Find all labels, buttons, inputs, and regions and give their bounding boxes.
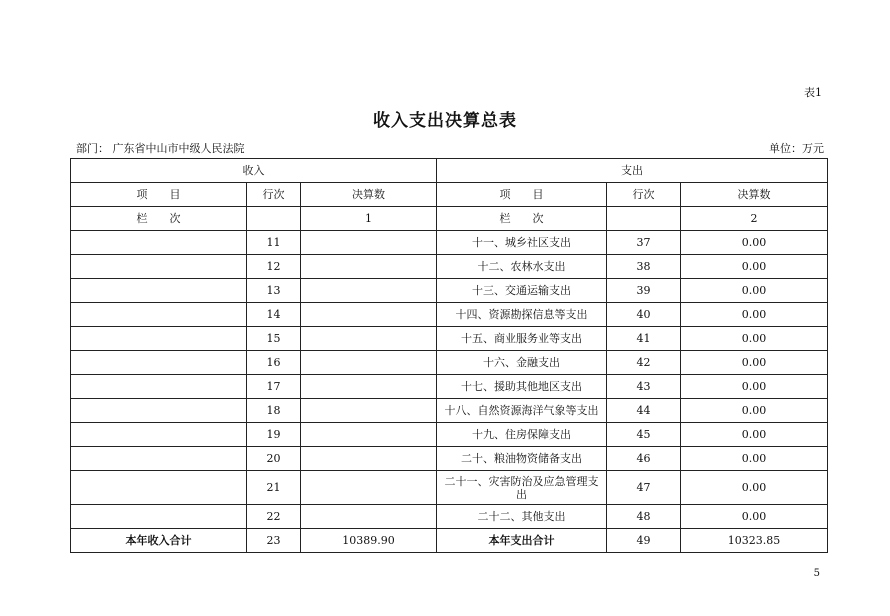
expense-amount-cell: 0.00 <box>681 303 828 327</box>
income-rowno-header: 行次 <box>247 183 301 207</box>
expense-item-cell: 二十、粮油物资储备支出 <box>437 447 607 471</box>
column-header-row <box>71 183 828 207</box>
unit-label: 单位：万元 <box>769 142 824 155</box>
expense-item-header: 项 目 <box>437 183 607 207</box>
income-rowno-cell: 12 <box>247 255 301 279</box>
income-amount-cell <box>301 505 437 529</box>
expense-item-cell: 二十二、其他支出 <box>437 505 607 529</box>
expense-rowno-cell: 45 <box>607 423 681 447</box>
expense-rowno-cell: 43 <box>607 375 681 399</box>
expense-amount-cell: 0.00 <box>681 447 828 471</box>
income-item-cell <box>71 255 247 279</box>
table-row <box>71 447 828 471</box>
table-row <box>71 231 828 255</box>
income-amount-cell <box>301 471 437 505</box>
expense-rowno-cell: 37 <box>607 231 681 255</box>
section-header-row <box>71 159 828 183</box>
income-rowno-cell: 18 <box>247 399 301 423</box>
column-number-row <box>71 207 828 231</box>
income-amount-cell <box>301 303 437 327</box>
expense-rowno-cell: 48 <box>607 505 681 529</box>
income-amount-cell <box>301 447 437 471</box>
expense-item-cell: 十二、农林水支出 <box>437 255 607 279</box>
table-row <box>71 399 828 423</box>
expense-rowno-cell: 38 <box>607 255 681 279</box>
income-total-label: 本年收入合计 <box>71 529 247 553</box>
expense-rowno-cell: 44 <box>607 399 681 423</box>
expense-amount-cell: 0.00 <box>681 351 828 375</box>
table-row <box>71 351 828 375</box>
expense-rowno-cell: 47 <box>607 471 681 505</box>
expense-amount-cell: 0.00 <box>681 375 828 399</box>
income-amount-cell <box>301 231 437 255</box>
income-total-rowno: 23 <box>247 529 301 553</box>
expense-item-cell: 十九、住房保障支出 <box>437 423 607 447</box>
expense-rowno-cell: 40 <box>607 303 681 327</box>
expense-rowno-cell: 39 <box>607 279 681 303</box>
table-row <box>71 303 828 327</box>
income-total-amount: 10389.90 <box>301 529 437 553</box>
income-rowno-cell: 11 <box>247 231 301 255</box>
income-rowno-cell: 16 <box>247 351 301 375</box>
expense-item-cell: 十七、援助其他地区支出 <box>437 375 607 399</box>
income-item-cell <box>71 303 247 327</box>
income-amount-cell <box>301 375 437 399</box>
income-amount-cell <box>301 399 437 423</box>
expense-column-number: 2 <box>681 207 828 231</box>
table-row <box>71 255 828 279</box>
income-item-cell <box>71 505 247 529</box>
budget-summary-table <box>70 158 828 553</box>
income-rowno-cell: 17 <box>247 375 301 399</box>
expense-amount-cell: 0.00 <box>681 505 828 529</box>
income-column-number: 1 <box>301 207 437 231</box>
table-row <box>71 327 828 351</box>
income-amount-cell <box>301 279 437 303</box>
expense-rowno-cell: 46 <box>607 447 681 471</box>
expense-rowno-header: 行次 <box>607 183 681 207</box>
income-item-cell <box>71 399 247 423</box>
income-amount-cell <box>301 255 437 279</box>
income-column-empty <box>247 207 301 231</box>
expense-item-cell: 十六、金融支出 <box>437 351 607 375</box>
table-row <box>71 423 828 447</box>
table-row <box>71 375 828 399</box>
income-item-cell <box>71 447 247 471</box>
income-column-label: 栏 次 <box>71 207 247 231</box>
income-amount-cell <box>301 327 437 351</box>
expense-column-label: 栏 次 <box>437 207 607 231</box>
expense-item-cell: 十三、交通运输支出 <box>437 279 607 303</box>
expense-item-cell: 十四、资源勘探信息等支出 <box>437 303 607 327</box>
table-row <box>71 471 828 505</box>
income-rowno-cell: 22 <box>247 505 301 529</box>
expense-amount-cell: 0.00 <box>681 279 828 303</box>
expense-amount-cell: 0.00 <box>681 255 828 279</box>
income-rowno-cell: 15 <box>247 327 301 351</box>
income-rowno-cell: 21 <box>247 471 301 505</box>
expense-amount-cell: 0.00 <box>681 231 828 255</box>
expense-amount-header: 决算数 <box>681 183 828 207</box>
income-amount-cell <box>301 351 437 375</box>
department-label: 部门： 广东省中山市中级人民法院 <box>76 142 245 155</box>
income-rowno-cell: 13 <box>247 279 301 303</box>
table-row <box>71 505 828 529</box>
expense-column-empty <box>607 207 681 231</box>
expense-amount-cell: 0.00 <box>681 399 828 423</box>
income-item-cell <box>71 231 247 255</box>
expense-total-label: 本年支出合计 <box>437 529 607 553</box>
income-rowno-cell: 20 <box>247 447 301 471</box>
income-amount-header: 决算数 <box>301 183 437 207</box>
expense-item-cell: 十五、商业服务业等支出 <box>437 327 607 351</box>
total-row <box>71 529 828 553</box>
expense-amount-cell: 0.00 <box>681 423 828 447</box>
income-rowno-cell: 19 <box>247 423 301 447</box>
expense-amount-cell: 0.00 <box>681 471 828 505</box>
expense-total-rowno: 49 <box>607 529 681 553</box>
income-item-header: 项 目 <box>71 183 247 207</box>
expense-rowno-cell: 42 <box>607 351 681 375</box>
page-number: 5 <box>813 568 820 579</box>
income-item-cell <box>71 279 247 303</box>
table-number: 表1 <box>804 86 822 99</box>
page-title: 收入支出决算总表 <box>373 111 517 131</box>
expense-total-amount: 10323.85 <box>681 529 828 553</box>
income-item-cell <box>71 351 247 375</box>
income-section-header: 收入 <box>71 159 437 183</box>
income-item-cell <box>71 423 247 447</box>
table-row <box>71 279 828 303</box>
expense-section-header: 支出 <box>437 159 828 183</box>
income-item-cell <box>71 327 247 351</box>
expense-rowno-cell: 41 <box>607 327 681 351</box>
expense-amount-cell: 0.00 <box>681 327 828 351</box>
income-rowno-cell: 14 <box>247 303 301 327</box>
expense-item-cell: 二十一、灾害防治及应急管理支出 <box>437 471 607 505</box>
income-item-cell <box>71 471 247 505</box>
income-item-cell <box>71 375 247 399</box>
expense-item-cell: 十八、自然资源海洋气象等支出 <box>437 399 607 423</box>
income-amount-cell <box>301 423 437 447</box>
expense-item-cell: 十一、城乡社区支出 <box>437 231 607 255</box>
